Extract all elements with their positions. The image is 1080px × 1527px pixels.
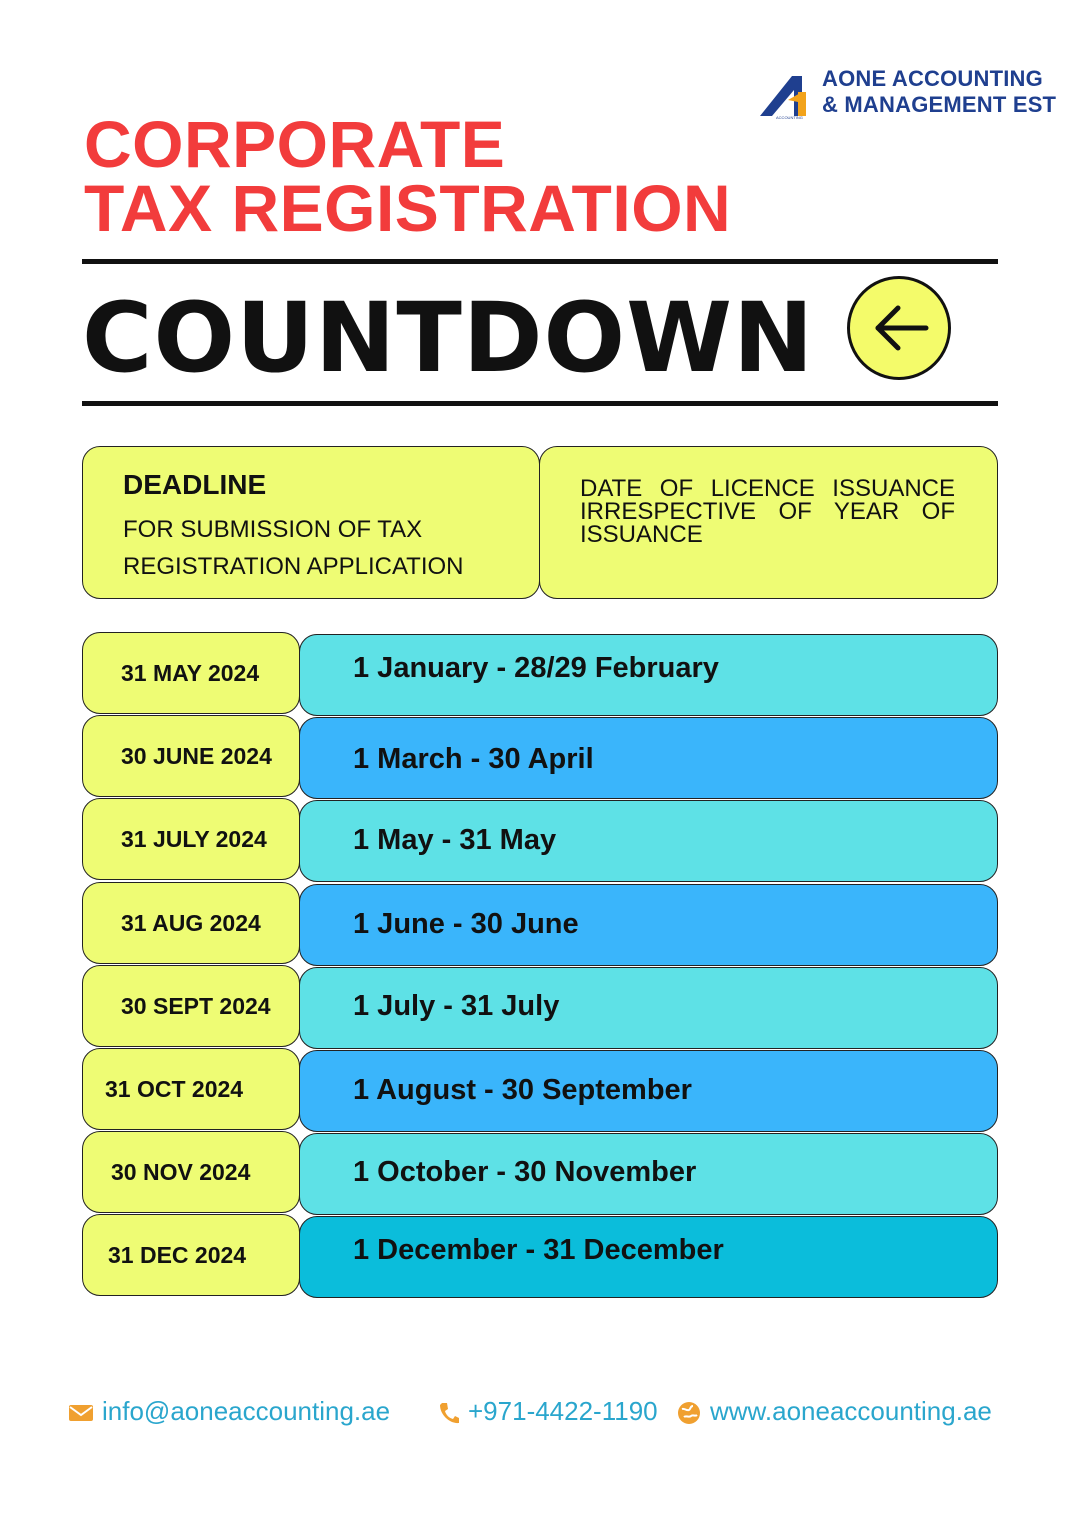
licence-date-header <box>539 446 998 599</box>
licence-period-cell: 1 January - 28/29 February <box>299 634 998 716</box>
back-button[interactable] <box>847 276 951 380</box>
deadline-header <box>82 446 540 599</box>
deadline-title: DEADLINE <box>123 469 267 500</box>
logo-mark-icon <box>758 70 814 120</box>
deadline-cell: 31 AUG 2024 <box>82 882 300 964</box>
table-row <box>82 1131 998 1213</box>
company-logo <box>758 66 1068 122</box>
website-text: www.aoneaccounting.ae <box>710 1396 992 1426</box>
licence-period-cell: 1 May - 31 May <box>299 800 998 882</box>
globe-icon <box>676 1400 702 1426</box>
company-name-line1: AONE ACCOUNTING <box>822 66 1043 91</box>
table-row <box>82 1048 998 1130</box>
deadline-subtitle: FOR SUBMISSION OF TAX REGISTRATION APPLICATION <box>123 516 464 580</box>
deadline-cell: 30 JUNE 2024 <box>82 715 300 797</box>
svg-text:ACCOUNTING: ACCOUNTING <box>776 115 803 120</box>
table-row <box>82 798 998 880</box>
company-name-line2: & MANAGEMENT EST <box>822 92 1057 117</box>
countdown-heading: COUNTDOWN <box>82 282 815 394</box>
deadline-cell: 31 JULY 2024 <box>82 798 300 880</box>
footer-phone[interactable] <box>438 1394 658 1428</box>
title-line2: TAX REGISTRATION <box>84 171 732 245</box>
page-title <box>84 107 732 245</box>
company-name <box>822 66 1056 118</box>
title-line1: CORPORATE <box>84 107 506 181</box>
deadline-cell: 31 OCT 2024 <box>82 1048 300 1130</box>
arrow-left-icon <box>868 297 930 359</box>
licence-period-cell: 1 October - 30 November <box>299 1133 998 1215</box>
mail-icon <box>68 1403 94 1423</box>
phone-text: +971-4422-1190 <box>468 1396 658 1426</box>
table-row <box>82 632 998 714</box>
licence-period-cell: 1 July - 31 July <box>299 967 998 1049</box>
phone-icon <box>438 1401 460 1425</box>
deadline-cell: 31 MAY 2024 <box>82 632 300 714</box>
licence-date-label: DATE OF LICENCE ISSUANCE IRRESPECTIVE OF YEAR OF ISSUANCE <box>580 475 955 548</box>
table-row <box>82 715 998 797</box>
table-row <box>82 882 998 964</box>
footer-email[interactable] <box>68 1394 390 1428</box>
deadline-cell: 30 SEPT 2024 <box>82 965 300 1047</box>
licence-period-cell: 1 March - 30 April <box>299 717 998 799</box>
footer-website[interactable] <box>676 1394 992 1428</box>
divider-top <box>82 259 998 264</box>
table-row <box>82 965 998 1047</box>
licence-period-cell: 1 August - 30 September <box>299 1050 998 1132</box>
deadline-cell: 30 NOV 2024 <box>82 1131 300 1213</box>
email-text: info@aoneaccounting.ae <box>102 1396 391 1426</box>
divider-bottom <box>82 401 998 406</box>
licence-period-cell: 1 December - 31 December <box>299 1216 998 1298</box>
table-row <box>82 1214 998 1296</box>
licence-period-cell: 1 June - 30 June <box>299 884 998 966</box>
deadline-cell: 31 DEC 2024 <box>82 1214 300 1296</box>
